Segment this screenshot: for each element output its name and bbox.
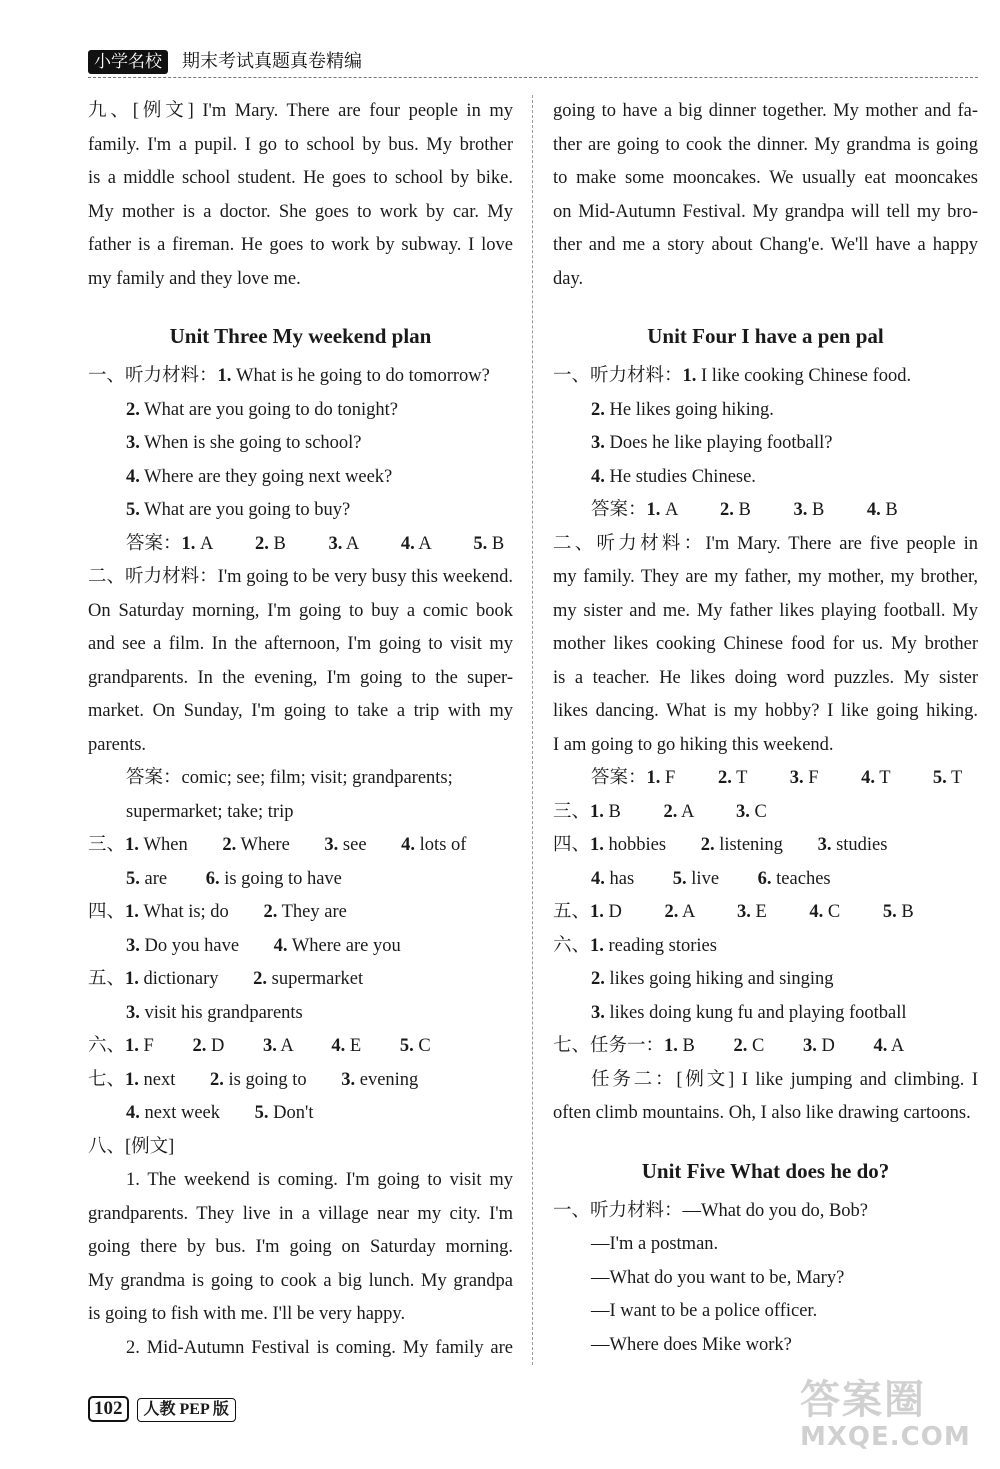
text-line: 七、1. next 2. is going to 3. evening	[88, 1069, 419, 1090]
text-line: market. On Sunday, I'm going to take a trip with my	[88, 701, 513, 721]
text-line: 三、1. When 2. Where 3. see 4. lots of	[88, 835, 467, 855]
text-line: 4. has 5. live 6. teaches	[591, 868, 831, 889]
text-line: grandparents. In the evening, I'm going to the super-	[88, 667, 513, 688]
text-line: father is a fireman. He goes to work by subway. I love	[88, 235, 513, 255]
text-line: my family. They are my father, my mother, my brother,	[553, 567, 978, 587]
text-line: often climb mountains. Oh, I also like drawing cartoons.	[553, 1103, 971, 1123]
text-line: 五、1. D 2. A 3. E 4. C 5. B	[553, 902, 914, 922]
text-line: going to have a big dinner together. My mother and fa-	[553, 101, 978, 121]
column-divider	[532, 95, 533, 1365]
edition-label: 人教 PEP 版	[137, 1398, 236, 1422]
text-line: 2. What are you going to do tonight?	[126, 399, 398, 420]
text-line: 4. next week 5. Don't	[126, 1103, 314, 1123]
text-line: My grandma is going to cook a big lunch. My grandpa	[88, 1270, 513, 1291]
text-line: my family and they love me.	[88, 268, 301, 289]
text-line: 4. Where are they going next week?	[126, 466, 393, 487]
page-footer	[88, 1396, 236, 1422]
text-line: 四、1. hobbies 2. listening 3. studies	[553, 835, 888, 855]
text-line: 3. likes doing kung fu and playing football	[591, 1002, 907, 1023]
text-line: 2. He likes going hiking.	[591, 399, 774, 420]
text-line: On Saturday morning, I'm going to buy a comic book	[88, 600, 513, 621]
text-line: 4. He studies Chinese.	[591, 466, 756, 487]
text-line: ther are going to cook the dinner. My grandma is going	[553, 134, 978, 155]
text-line: on Mid-Autumn Festival. My grandpa will tell my bro-	[553, 201, 978, 222]
text-line: —Where does Mike work?	[591, 1334, 792, 1355]
text-line: 答案：comic; see; film; visit; grandparents;	[126, 768, 453, 788]
text-line: 四、1. What is; do 2. They are	[88, 902, 347, 922]
text-line: parents.	[88, 734, 147, 755]
text-line: —I'm a postman.	[591, 1234, 719, 1254]
text-line: is a middle school student. He goes to school by bike.	[88, 168, 513, 188]
unit-heading: Unit Three My weekend plan	[169, 324, 432, 348]
text-line: my sister and me. My father likes playing football. My	[553, 600, 978, 621]
left-column	[88, 95, 513, 1365]
text-line: 3. visit his grandparents	[126, 1002, 303, 1023]
text-line: to make some mooncakes. We usually eat mooncakes	[553, 168, 978, 188]
text-line: 九、[例文] I'm Mary. There are four people in my	[88, 101, 513, 121]
watermark-url: MXQE.COM	[800, 1422, 971, 1452]
text-line: 答案：1. F 2. T 3. F 4. T 5. T	[591, 768, 963, 788]
text-line: mother likes cooking Chinese food for us. My brother	[553, 634, 978, 654]
text-line: is going to fish with me. I'll be very happy.	[88, 1304, 406, 1324]
text-line: going there by bus. I'm going on Saturday morning.	[88, 1237, 513, 1257]
text-line: 一、听力材料：1. What is he going to do tomorrow?	[88, 366, 490, 386]
text-line: family. I'm a pupil. I go to school by bus. My brother	[88, 134, 513, 155]
text-line: 2. likes going hiking and singing	[591, 969, 834, 989]
text-line: and see a film. In the afternoon, I'm going to visit my	[88, 634, 513, 654]
text-line: My mother is a doctor. She goes to work by car. My	[88, 201, 513, 222]
text-line: 1. The weekend is coming. I'm going to visit my	[126, 1170, 513, 1190]
text-line: ther and me a story about Chang'e. We'll have a happy	[553, 235, 978, 255]
text-line: 五、1. dictionary 2. supermarket	[88, 969, 364, 989]
watermark-logo	[800, 1378, 990, 1458]
text-line: 答案：1. A 2. B 3. A 4. A 5. B	[126, 533, 505, 554]
text-line: 六、1. reading stories	[553, 935, 717, 956]
text-line: 二、听力材料：I'm going to be very busy this weekend.	[88, 567, 513, 587]
book-title: 期末考试真题真卷精编	[182, 51, 362, 72]
text-line: 六、1. F 2. D 3. A 4. E 5. C	[88, 1036, 431, 1056]
text-line: 一、听力材料：—What do you do, Bob?	[553, 1200, 868, 1221]
text-line: 三、1. B 2. A 3. C	[553, 801, 767, 822]
text-line: 3. When is she going to school?	[126, 433, 362, 453]
text-line: day.	[553, 268, 584, 289]
unit-heading: Unit Four I have a pen pal	[647, 324, 884, 348]
text-line: is a teacher. He likes doing word puzzles. My sister	[553, 667, 978, 688]
watermark-text: 答案圈	[800, 1377, 926, 1423]
header-rule	[88, 77, 978, 78]
text-line: 七、任务一：1. B 2. C 3. D 4. A	[553, 1036, 905, 1056]
text-line: 3. Does he like playing football?	[591, 433, 833, 453]
text-line: 二、听力材料：I'm Mary. There are five people in	[553, 533, 978, 554]
page-number: 102	[88, 1396, 129, 1422]
text-line: 5. are 6. is going to have	[126, 868, 342, 889]
unit-heading: Unit Five What does he do?	[641, 1158, 890, 1183]
text-line: 2. Mid-Autumn Festival is coming. My family are	[126, 1337, 513, 1358]
series-tag: 小学名校	[88, 50, 168, 74]
text-line: likes dancing. What is my hobby? I like going hiking.	[553, 701, 978, 721]
text-line: supermarket; take; trip	[126, 801, 294, 822]
text-line: 八、[例文]	[88, 1136, 175, 1157]
text-line: 答案：1. A 2. B 3. B 4. B	[591, 500, 898, 520]
right-column	[553, 95, 978, 1362]
text-line: grandparents. They live in a village near my city. I'm	[88, 1203, 513, 1224]
text-line: 一、听力材料：1. I like cooking Chinese food.	[553, 366, 912, 386]
page-header	[88, 50, 978, 78]
text-line: 任务二：[例文] I like jumping and climbing. I	[591, 1069, 978, 1090]
text-line: 3. Do you have 4. Where are you	[126, 935, 401, 956]
text-line: —What do you want to be, Mary?	[591, 1267, 845, 1288]
text-line: —I want to be a police officer.	[591, 1301, 818, 1321]
text-line: I am going to go hiking this weekend.	[553, 734, 834, 755]
text-line: 5. What are you going to buy?	[126, 500, 351, 520]
